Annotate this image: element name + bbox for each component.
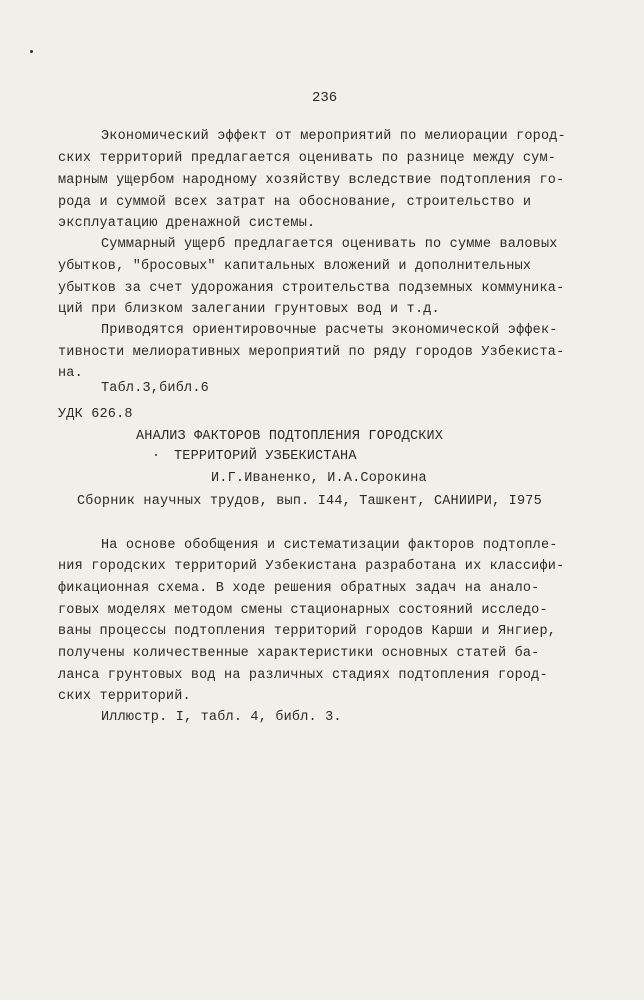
- abstract1-footnote: Табл.3,библ.6: [101, 381, 209, 396]
- abstract1-line: рода и суммой всех затрат на обоснование, строительство и: [58, 195, 532, 210]
- entry-source: Сборник научных трудов, вып. I44, Ташкент, САНИИРИ, I975: [77, 494, 542, 509]
- abstract1-line: марным ущербом народному хозяйству вследствие подтопления го-: [58, 173, 565, 188]
- entry2-line: фикационная схема. В ходе решения обратных задач на анало-: [58, 581, 540, 596]
- abstract1-line: эксплуатацию дренажной системы.: [58, 216, 316, 231]
- page-number: 236: [312, 90, 338, 106]
- entry2-footnote: Иллюстр. I, табл. 4, библ. 3.: [101, 710, 342, 725]
- entry2-line: ланса грунтовых вод на различных стадиях подтопления город-: [58, 668, 548, 683]
- abstract1-line: на.: [58, 366, 83, 381]
- entry2-line: получены количественные характеристики основных статей ба-: [58, 646, 540, 661]
- entry-title-line1: АНАЛИЗ ФАКТОРОВ ПОДТОПЛЕНИЯ ГОРОДСКИХ: [136, 429, 444, 444]
- ink-speck: [30, 50, 33, 53]
- abstract1-line: убытков за счет удорожания строительства подземных коммуника-: [58, 281, 565, 296]
- udk-code: УДК 626.8: [58, 407, 133, 422]
- entry2-line: говых моделях методом смены стационарных состояний исследо-: [58, 603, 548, 618]
- abstract1-line: Суммарный ущерб предлагается оценивать по сумме валовых: [101, 237, 558, 252]
- abstract1-line: Экономический эффект от мероприятий по мелиорации город-: [101, 129, 566, 144]
- entry-authors: И.Г.Иваненко, И.А.Сорокина: [211, 471, 427, 486]
- abstract1-line: ций при близком залегании грунтовых вод и т.д.: [58, 302, 440, 317]
- entry2-line: ваны процессы подтопления территорий городов Карши и Янгиер,: [58, 624, 557, 639]
- abstract1-line: убытков, "бросовых" капитальных вложений и дополнительных: [58, 259, 532, 274]
- abstract1-line: тивности мелиоративных мероприятий по ряду городов Узбекиста-: [58, 345, 565, 360]
- abstract1-line: Приводятся ориентировочные расчеты экономической эффек-: [101, 323, 558, 338]
- ink-speck: [155, 454, 157, 456]
- entry-title-line2: ТЕРРИТОРИЙ УЗБЕКИСТАНА: [174, 449, 357, 464]
- entry2-line: ских территорий.: [58, 689, 191, 704]
- abstract1-line: ских территорий предлагается оценивать по разнице между сум-: [58, 151, 557, 166]
- entry2-line: ния городских территорий Узбекистана разработана их классифи-: [58, 559, 565, 574]
- entry2-line: На основе обобщения и систематизации факторов подтопле-: [101, 538, 558, 553]
